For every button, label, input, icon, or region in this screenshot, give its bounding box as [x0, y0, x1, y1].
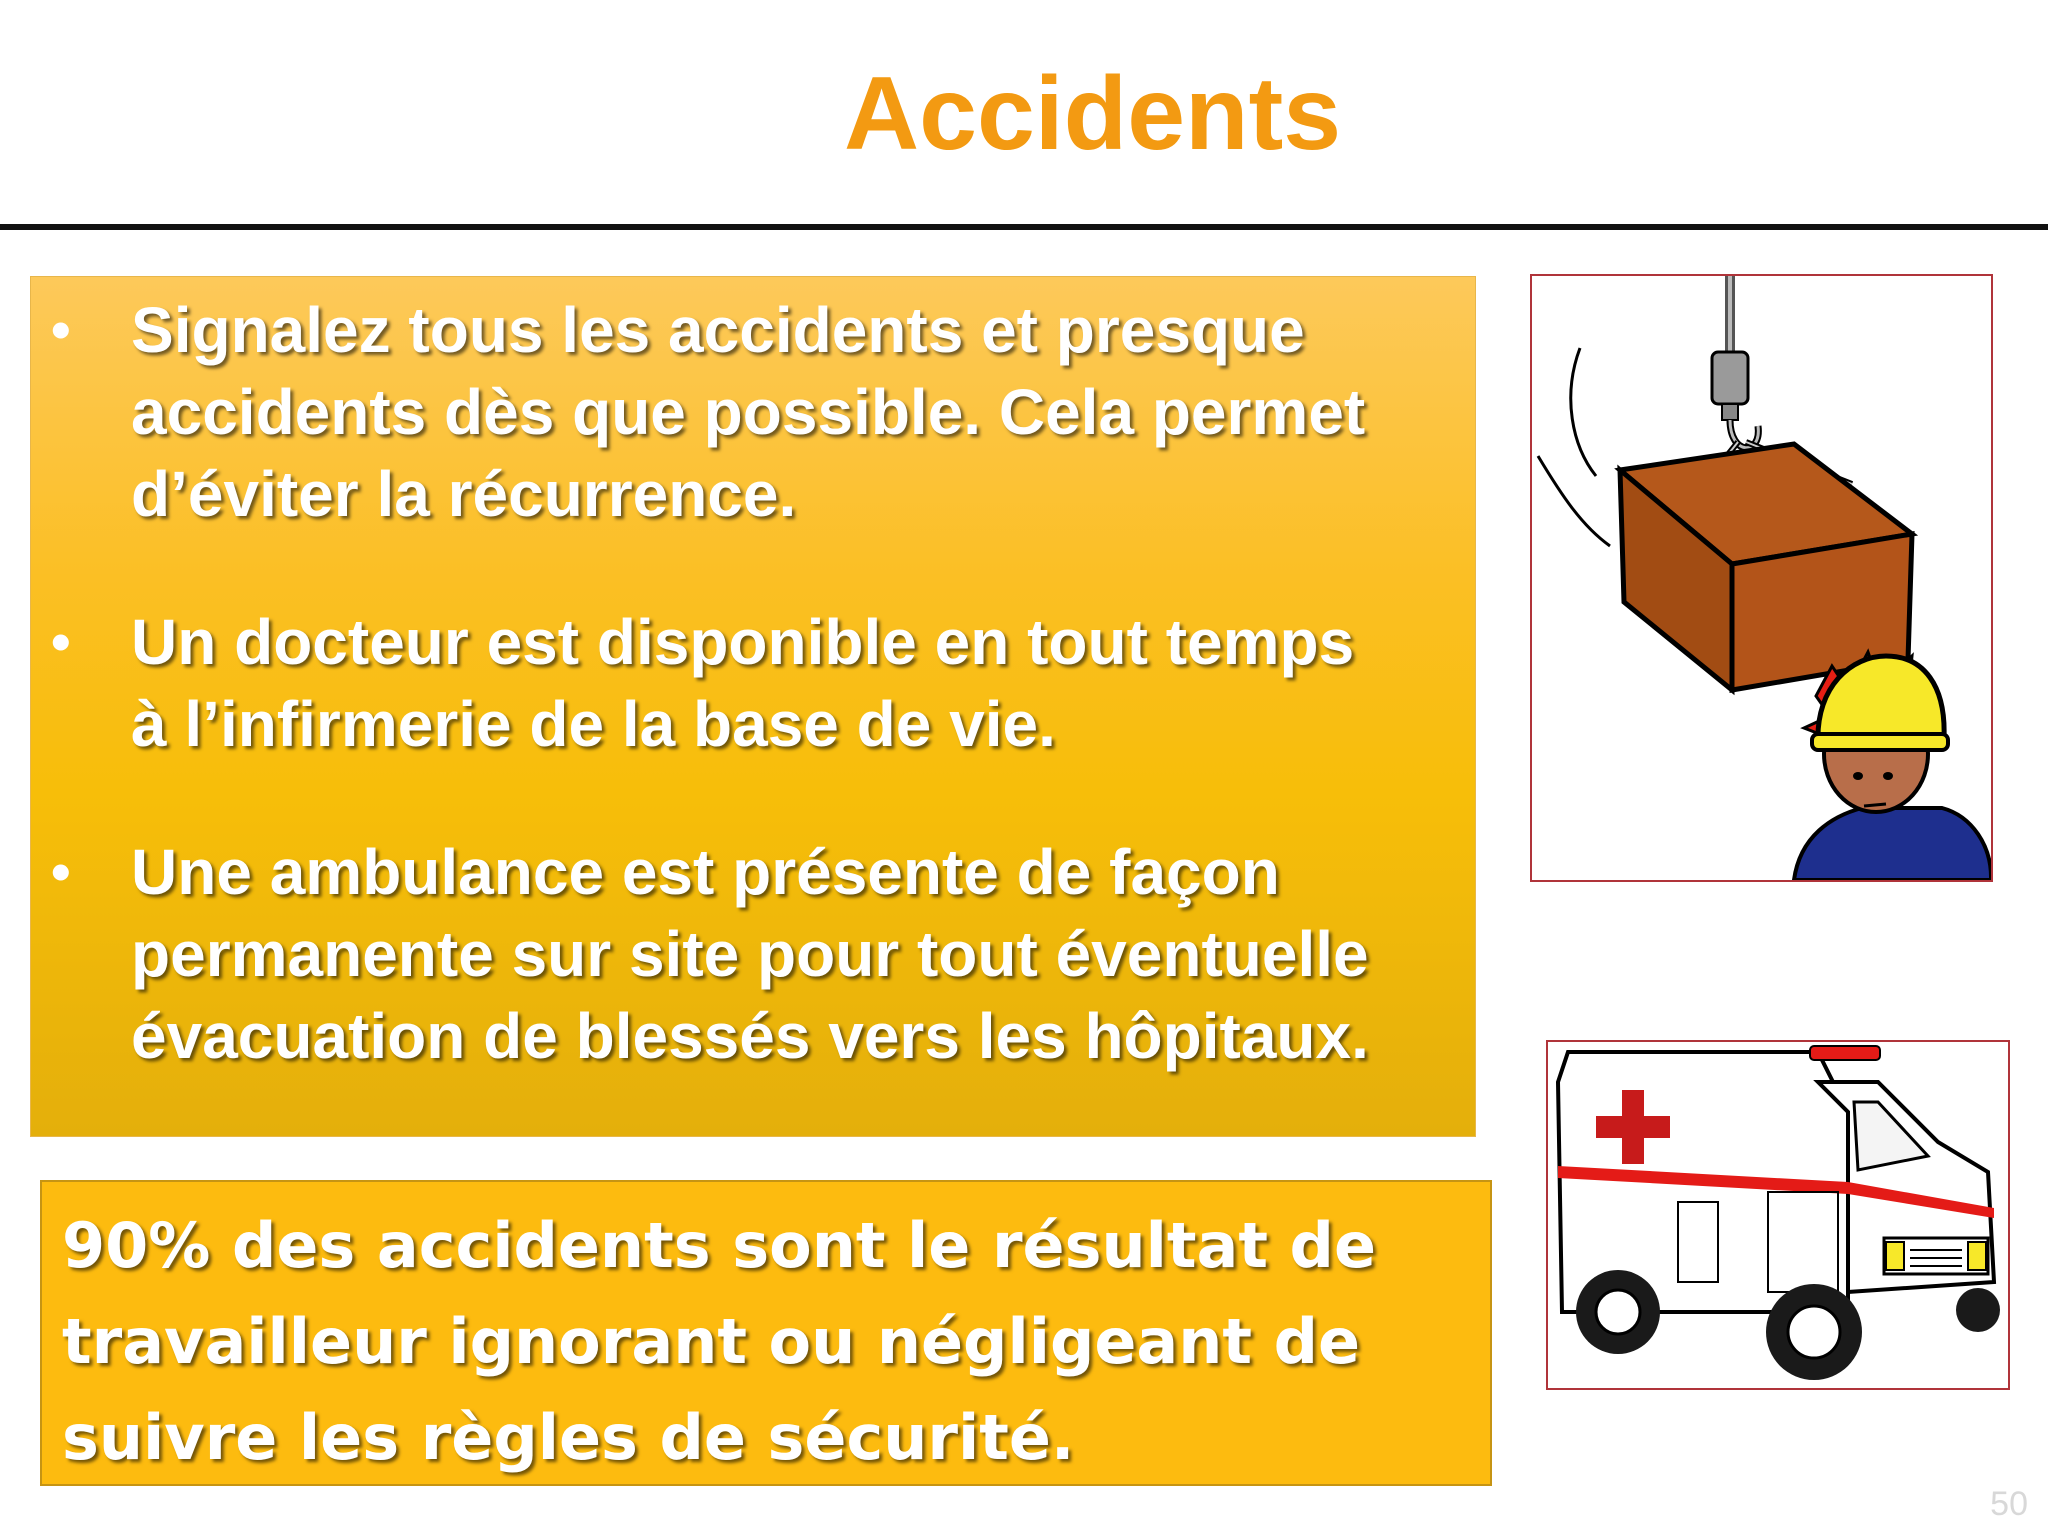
bullet-text-3-line-1: Une ambulance est présente de façon: [131, 836, 1280, 908]
bullet-dot: •: [51, 840, 71, 903]
bullet-text-1-line-3: d’éviter la récurrence.: [131, 458, 797, 530]
bullet-text-2-line-2: à l’infirmerie de la base de vie.: [131, 688, 1056, 760]
crane-accident-illustration: [1530, 274, 1993, 882]
statistic-callout: [40, 1180, 1492, 1486]
bullet-text-1-line-2: accidents dès que possible. Cela permet: [131, 376, 1366, 448]
statistic-line-1: 90% des accidents sont le résultat de: [62, 1209, 1376, 1282]
falling-crate-icon: [1532, 276, 1991, 880]
bullet-text-3-line-2: permanente sur site pour tout éventuelle: [131, 918, 1369, 990]
statistic-line-2: travailleur ignorant ou négligeant de: [62, 1305, 1361, 1378]
slide-title: Accidents: [844, 56, 1342, 172]
bullet-text-3-line-3: évacuation de blessés vers les hôpitaux.: [131, 1000, 1369, 1072]
title-divider: [0, 224, 2048, 230]
bullet-dot: •: [51, 610, 71, 673]
bullet-list-box: [30, 276, 1476, 1137]
page-number: 50: [1990, 1485, 2028, 1523]
bullet-text-2-line-1: Un docteur est disponible en tout temps: [131, 606, 1355, 678]
ambulance-icon: [1548, 1042, 2008, 1388]
bullet-dot: •: [51, 298, 71, 361]
statistic-line-3: suivre les règles de sécurité.: [62, 1401, 1075, 1474]
bullet-text-1-line-1: Signalez tous les accidents et presque: [131, 294, 1305, 366]
ambulance-illustration: [1546, 1040, 2010, 1390]
